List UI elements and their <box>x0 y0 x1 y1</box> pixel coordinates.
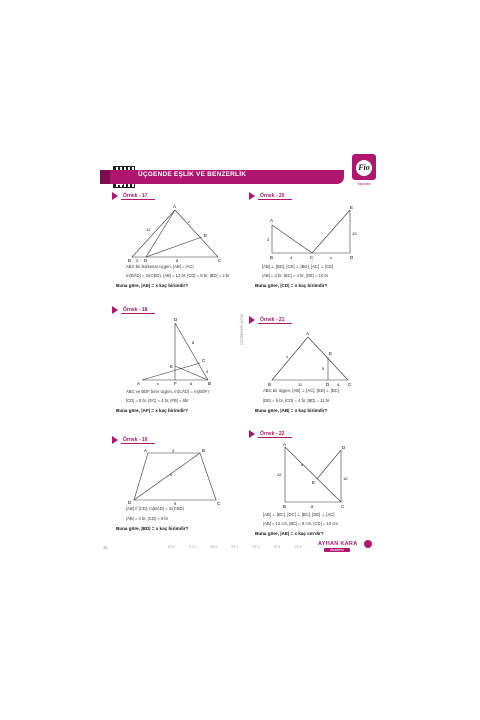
fig22-s3: 8 <box>311 504 314 509</box>
example-18-label: Örnek - 18 <box>112 306 155 314</box>
footer-code: ST.4 <box>273 545 281 549</box>
section-header-tag <box>100 170 110 184</box>
ex21-question: Buna göre, |AB| = x kaç birimdir? <box>255 408 328 413</box>
fig17-s4: 2 <box>136 258 139 263</box>
fig19-s1: 4 <box>172 448 175 453</box>
footer-code: ST.0 <box>168 545 176 549</box>
ex19-line-1: [AB] // [CD], m(BÂD) = m(CBD) <box>126 506 185 511</box>
fig19-s3: 9 <box>174 501 177 506</box>
fig22-s4: 10 <box>343 476 348 481</box>
ex22-question: Buna göre, |AE| = x kaç cm'dir? <box>255 531 324 536</box>
example-20-label: Örnek - 20 <box>249 192 292 200</box>
ex18-question: Buna göre, |AF| = x kaç birimdir? <box>116 408 188 413</box>
arrow-icon <box>112 436 118 444</box>
ex20-question: Buna göre, |CD| = x kaç birimdir? <box>255 283 328 288</box>
ex18-line-1: ABC ve BDF birer üçgen, m(CÂD) = m(BÔF) <box>126 389 209 394</box>
ex17-line-1: ABC bir ikizkenar üçgen, |AB| = |AC| <box>126 264 194 269</box>
arrow-icon <box>249 430 255 438</box>
fig22-A: A <box>283 442 287 447</box>
fig21-s2: 5 <box>322 366 325 371</box>
arrow-icon <box>249 192 255 200</box>
fig19-B: B <box>202 448 206 453</box>
fig18-F: F <box>174 381 177 386</box>
fig22-D: D <box>342 445 346 450</box>
footer-codes <box>168 545 314 549</box>
footer-code: ST.2 <box>231 545 239 549</box>
fig20-s4: 10 <box>352 231 357 236</box>
ex18-line-2: |CD| = 8 br, |EC| = 4 br, |FB| = 6br <box>126 398 189 403</box>
fig18-s1: 8 <box>192 340 195 345</box>
fig18-D: D <box>174 317 178 322</box>
ex22-line-1: [AB] ⊥ [BC], [DC] ⊥ [BC], [DE] ⊥ [AC] <box>263 512 335 517</box>
fig22-s1: x <box>301 462 303 467</box>
fig18-s3: x <box>157 381 159 386</box>
fig19-C: C <box>217 501 221 506</box>
ex20-line-2: |AB| = 3 br, |BC| = 4 br, |DE| = 10 br <box>262 273 329 278</box>
ex21-line-1: ABC bir üçgen, [AB] ⊥ [AC], [ED] ⊥ [BC] <box>263 388 339 393</box>
side-watermark-text: GÖZBEBEĞİ BİZİM <box>240 314 244 345</box>
example-20-figure <box>262 205 357 263</box>
fig22-C: C <box>341 504 345 509</box>
arrow-icon <box>112 192 118 200</box>
ex19-question: Buna göre, |BD| = x kaç birimdir? <box>116 526 189 531</box>
example-19-figure <box>130 448 225 506</box>
arrow-icon <box>249 316 255 324</box>
section-title: ÜÇGENDE EŞLİK VE BENZERLİK <box>138 171 247 178</box>
example-19-label: Örnek - 19 <box>112 436 155 444</box>
fig21-s3: 11 <box>298 382 303 387</box>
example-17-label: Örnek - 17 <box>112 192 155 200</box>
fig19-A: A <box>144 448 148 453</box>
fig17-A: A <box>173 204 177 209</box>
fig17-E: E <box>204 233 208 238</box>
fig19-D: D <box>128 500 132 505</box>
logo-text: Fio <box>356 160 372 176</box>
fig20-E: E <box>350 205 354 210</box>
fig18-E: E <box>170 364 174 369</box>
fig17-C: C <box>218 258 222 263</box>
fig21-C: C <box>348 382 352 387</box>
arrow-icon <box>112 306 118 314</box>
footer-brand <box>318 541 370 554</box>
fig20-s3: x <box>330 255 332 260</box>
example-18-figure <box>137 317 220 388</box>
footer-code: ST.3 <box>252 545 260 549</box>
fig20-s2: 4 <box>290 255 293 260</box>
footer-code: ST.5 <box>294 545 302 549</box>
ex17-question: Buna göre, |AE| = x kaç birimdir? <box>116 283 189 288</box>
fig18-A: A <box>137 381 141 386</box>
fig21-E: E <box>329 351 333 356</box>
brand-sub: Akademi <box>324 548 350 552</box>
fig20-s1: 3 <box>267 237 270 242</box>
fig18-s4: 6 <box>190 381 193 386</box>
example-22-label: Örnek - 22 <box>249 430 292 438</box>
fig17-s3: 8 <box>176 258 179 263</box>
fig21-B: B <box>268 382 272 387</box>
fig19-s2: x <box>170 472 172 477</box>
logo-subtitle: Yayınları <box>357 182 371 186</box>
ex22-line-2: |AB| = 12 cm, |BC| = 8 cm, |CD| = 10 cm <box>263 521 338 526</box>
fig22-s2: 12 <box>277 472 282 477</box>
fig18-s2: 4 <box>206 369 209 374</box>
fig20-A: A <box>270 218 274 223</box>
fig21-s1: x <box>286 354 288 359</box>
fig17-B: B <box>128 258 132 263</box>
fig22-E: E <box>312 480 316 485</box>
fig21-s4: 4 <box>337 382 340 387</box>
fig18-C: C <box>202 358 206 363</box>
fig17-s1: 12 <box>146 227 151 232</box>
ex21-line-2: |DE| = 5 br, |CD| = 4 br, |BD| = 11 br <box>263 398 330 403</box>
fig21-A: A <box>306 331 310 336</box>
fig21-D: D <box>326 382 330 387</box>
fig17-s2: x <box>188 219 190 224</box>
example-22-figure <box>275 442 355 510</box>
example-17-figure <box>120 205 230 263</box>
example-21-figure <box>268 332 353 388</box>
footer-code: TB.0 <box>210 545 218 549</box>
ex20-line-1: [AB] ⊥ [BD], [CE] ⊥ [BD], [AC] ⊥ [CE] <box>262 264 334 269</box>
page-number: 72 <box>103 545 108 550</box>
brand-name: AYHAN KARA <box>318 541 358 547</box>
ex17-line-2: m(BÂD) = m(CÊD), |AB| = 12 br, |CD| = 8 br, |BD| = 2 br <box>126 273 230 278</box>
fig20-D: D <box>350 255 354 260</box>
fig17-D: D <box>144 258 148 263</box>
heart-icon <box>364 540 372 548</box>
fig18-B: B <box>208 381 212 386</box>
fig22-B: B <box>283 504 287 509</box>
footer-code: ST.1 <box>189 545 197 549</box>
ex19-line-2: |AB| = 4 br, |CD| = 9 br <box>126 516 169 521</box>
example-21-label: Örnek - 21 <box>249 316 292 324</box>
fig20-C: C <box>310 255 314 260</box>
fig20-B: B <box>270 255 274 260</box>
